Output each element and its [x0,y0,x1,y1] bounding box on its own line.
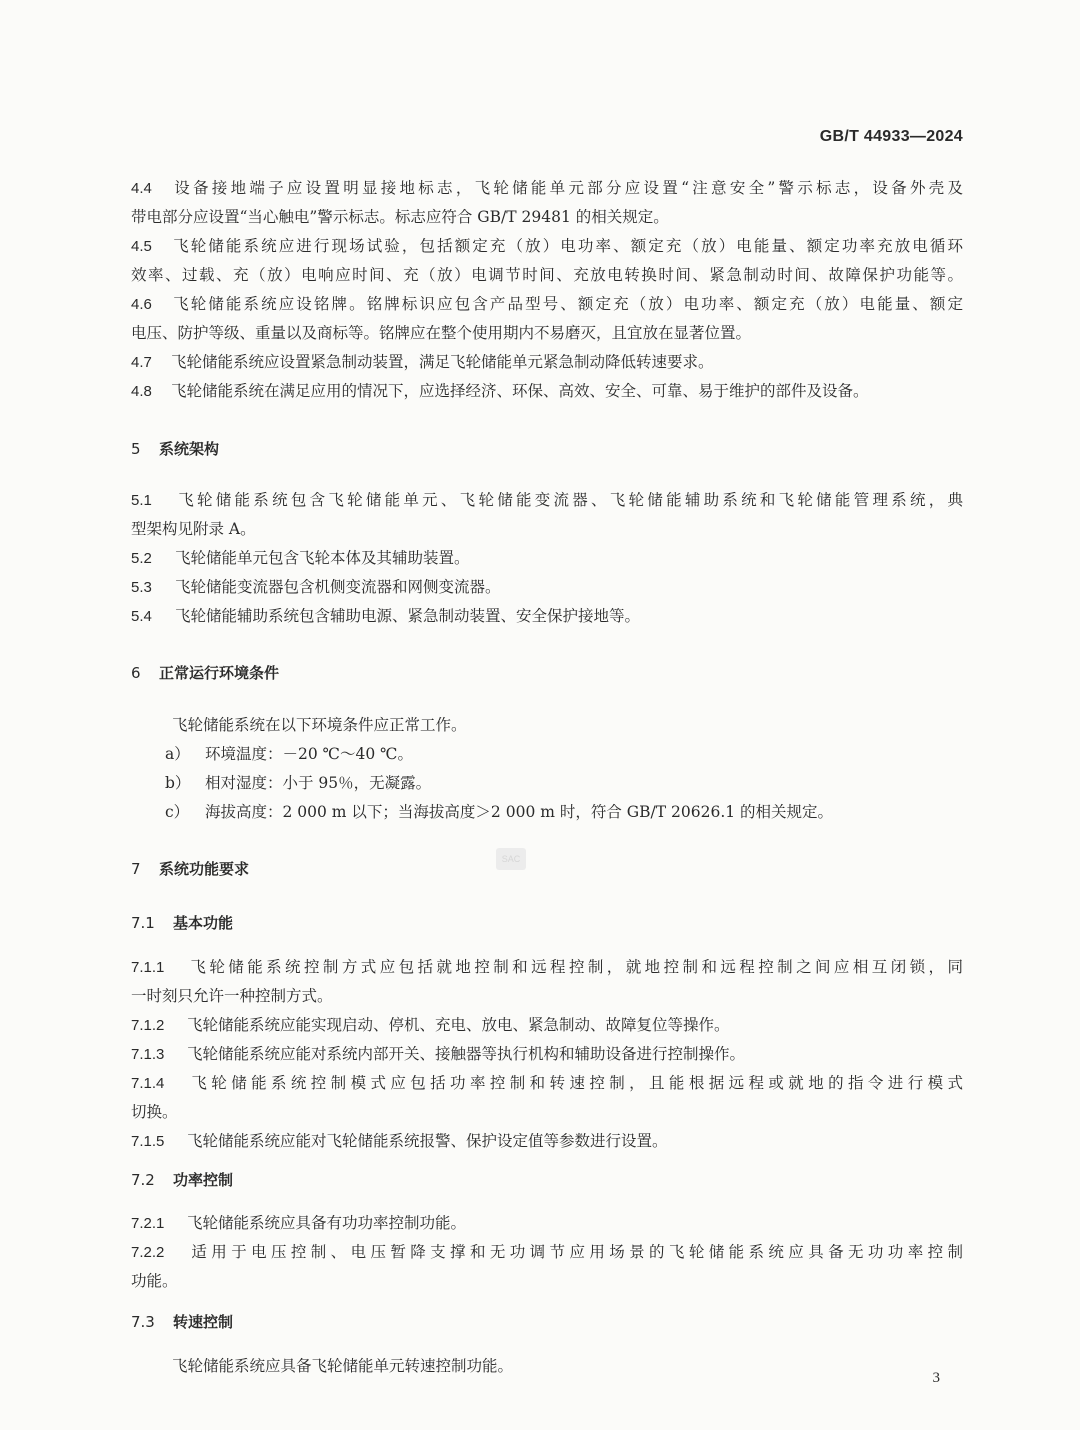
clause-4-4-line1 [131,176,963,201]
section-number: 7 [131,860,141,878]
clause-text: 飞轮储能辅助系统包含辅助电源、紧急制动装置、安全保护接地等。 [175,607,641,625]
clause-number: 4.4 [131,180,152,197]
clause-7-1-5 [131,1129,963,1154]
clause-7-1-4-line1 [131,1071,963,1096]
clause-text: 飞轮储能系统应能对系统内部开关、接触器等执行机构和辅助设备进行控制操作。 [187,1045,746,1063]
section-title: 功率控制 [173,1171,234,1189]
clause-5-3 [131,575,963,600]
section-number: 7.2 [131,1171,155,1189]
section-number: 7.1 [131,914,155,932]
section-6-heading [131,661,963,685]
clause-number: 7.1.2 [131,1017,165,1034]
clause-text: 飞轮储能系统应设铭牌。铭牌标识应包含产品型号、额定充（放）电功率、额定充（放）电能量、额定 [171,295,963,313]
clause-7-1-4-line2: 切换。 [131,1103,178,1121]
clause-text: 飞轮储能单元包含飞轮本体及其辅助装置。 [175,549,470,567]
section-title: 系统架构 [159,440,220,458]
clause-text: 飞轮储能系统在满足应用的情况下，应选择经济、环保、高效、安全、可靠、易于维护的部件及设备。 [171,382,869,400]
clause-7-1-1-line1 [131,955,963,980]
clause-7-2-2-line1 [131,1240,963,1265]
list-text: 环境温度：－20 ℃～40 ℃。 [205,745,413,763]
section-7-heading [131,857,963,881]
list-item-a [165,742,997,766]
page-number: 3 [932,1370,940,1386]
clause-text: 飞轮储能系统应设置紧急制动装置，满足飞轮储能单元紧急制动降低转速要求。 [171,353,714,371]
clause-number: 5.3 [131,579,152,596]
clause-number: 7.1.5 [131,1133,165,1150]
clause-number: 7.2.2 [131,1244,165,1261]
clause-4-5-line2: 效率、过载、充（放）电响应时间、充（放）电调节时间、充放电转换时间、紧急制动时间、故障保护功能等。 [131,266,963,284]
clause-text: 飞轮储能系统控制方式应包括就地控制和远程控制，就地控制和远程控制之间应相互闭锁，同 [187,958,963,976]
list-text: 相对湿度：小于 95％，无凝露。 [205,774,432,792]
clause-4-8 [131,379,963,404]
clause-number: 7.2.1 [131,1215,165,1232]
section-title: 基本功能 [173,914,234,932]
clause-number: 5.4 [131,608,152,625]
section-6-intro: 飞轮储能系统在以下环境条件应正常工作。 [172,716,467,734]
clause-5-1-line2: 型架构见附录 A。 [131,520,256,538]
clause-text: 飞轮储能系统应能对飞轮储能系统报警、保护设定值等参数进行设置。 [187,1132,668,1150]
clause-4-4-line2: 带电部分应设置“当心触电”警示标志。标志应符合 GB/T 29481 的相关规定。 [131,208,669,226]
clause-number: 7.1.4 [131,1075,165,1092]
clause-7-1-3 [131,1042,963,1067]
standard-header: GB/T 44933—2024 [819,128,963,145]
section-title: 系统功能要求 [159,860,250,878]
clause-4-5-line1 [131,234,963,259]
clause-number: 7.1.3 [131,1046,165,1063]
clause-number: 7.1.1 [131,959,165,976]
section-title: 转速控制 [173,1313,234,1331]
clause-text: 设备接地端子应设置明显接地标志，飞轮储能单元部分应设置“注意安全”警示标志，设备外壳及 [171,179,963,197]
subsection-7-3-heading [131,1310,963,1334]
list-label: c） [165,803,190,821]
section-title: 正常运行环境条件 [159,664,280,682]
clause-number: 5.2 [131,550,152,567]
clause-number: 4.7 [131,354,152,371]
clause-number: 4.8 [131,383,152,400]
clause-text: 适用于电压控制、电压暂降支撑和无功调节应用场景的飞轮储能系统应具备无功功率控制 [187,1243,963,1261]
clause-text: 飞轮储能系统包含飞轮储能单元、飞轮储能变流器、飞轮储能辅助系统和飞轮储能管理系统，典 [175,491,963,509]
clause-5-2 [131,546,963,571]
clause-number: 4.5 [131,238,152,255]
subsection-7-1-heading [131,911,963,935]
list-item-b [165,771,997,795]
clause-text: 飞轮储能系统应具备有功功率控制功能。 [187,1214,467,1232]
section-number: 5 [131,440,141,458]
list-item-c [165,800,997,824]
clause-5-4 [131,604,963,629]
subsection-7-2-heading [131,1168,963,1192]
list-text: 海拔高度：2 000 m 以下；当海拔高度＞2 000 m 时，符合 GB/T 20626.1 的相关规定。 [205,803,834,821]
clause-7-2-1 [131,1211,963,1236]
clause-text: 飞轮储能变流器包含机侧变流器和网侧变流器。 [175,578,501,596]
watermark-logo: SAC [496,848,526,870]
clause-4-6-line2: 电压、防护等级、重量以及商标等。铭牌应在整个使用期内不易磨灭，且宜放在显著位置。 [131,324,752,342]
clause-7-2-2-line2: 功能。 [131,1272,178,1290]
clause-7-1-2 [131,1013,963,1038]
section-7-3-text: 飞轮储能系统应具备飞轮储能单元转速控制功能。 [172,1357,514,1375]
clause-text: 飞轮储能系统应能实现启动、停机、充电、放电、紧急制动、故障复位等操作。 [187,1016,730,1034]
clause-text: 飞轮储能系统控制模式应包括功率控制和转速控制，且能根据远程或就地的指令进行模式 [187,1074,963,1092]
clause-number: 4.6 [131,296,152,313]
section-number: 6 [131,664,141,682]
section-5-heading [131,437,963,461]
list-label: a） [165,745,190,763]
section-number: 7.3 [131,1313,155,1331]
clause-text: 飞轮储能系统应进行现场试验，包括额定充（放）电功率、额定充（放）电能量、额定功率充放电循环 [171,237,963,255]
clause-7-1-1-line2: 一时刻只允许一种控制方式。 [131,987,333,1005]
clause-number: 5.1 [131,492,152,509]
clause-4-7 [131,350,963,375]
clause-4-6-line1 [131,292,963,317]
list-label: b） [165,774,191,792]
clause-5-1-line1 [131,488,963,513]
